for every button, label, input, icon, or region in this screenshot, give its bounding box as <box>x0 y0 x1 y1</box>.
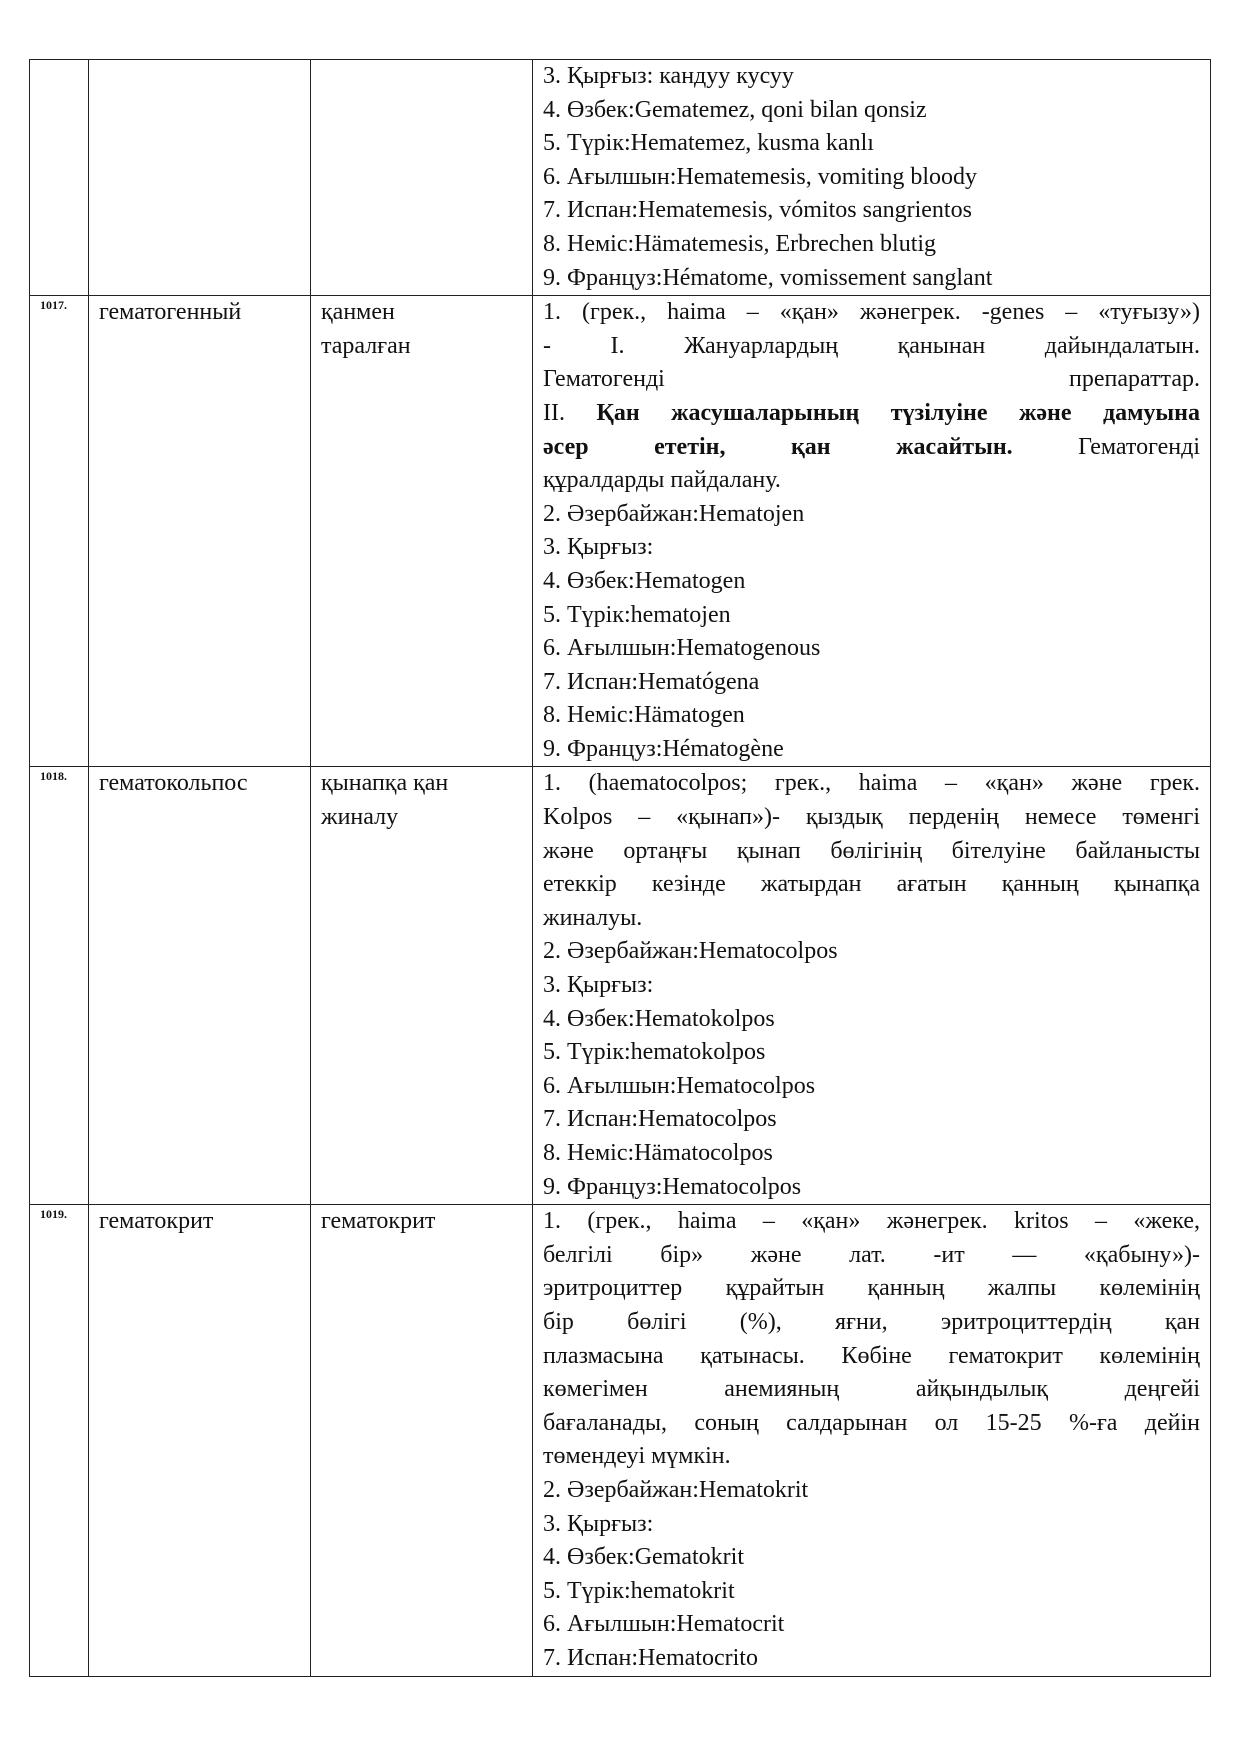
definition-text: 9. Француз:Hematocolpos <box>543 1173 802 1200</box>
definition <box>533 60 1211 296</box>
definition-line <box>543 531 1200 565</box>
definition-text: 6. Ағылшын:Hematemesis, vomiting bloody <box>543 163 978 190</box>
definition-line <box>543 1070 1200 1104</box>
definition-line <box>543 1306 1200 1340</box>
definition-line <box>543 599 1200 633</box>
dictionary-body <box>30 60 1211 1677</box>
definition-line <box>543 632 1200 666</box>
definition-text: 2. Әзербайжан:Hematocolpos <box>543 938 838 965</box>
definition-line <box>543 935 1200 969</box>
entry-row <box>30 767 1211 1205</box>
definition-line <box>543 1575 1200 1609</box>
kazakh-term <box>311 296 533 767</box>
definition-line <box>543 733 1200 767</box>
definition-line <box>543 1272 1200 1306</box>
definition-line <box>543 94 1200 128</box>
definition-text: жиналуы. <box>543 904 643 931</box>
kazakh-term <box>311 60 533 296</box>
definition-text: 8. Неміс:Hämatogen <box>543 702 745 729</box>
definition-text: II. <box>543 399 597 426</box>
definition-line <box>543 1508 1200 1542</box>
definition-text: 7. Испан:Hematocolpos <box>543 1106 777 1133</box>
definition-line <box>543 1608 1200 1642</box>
russian-term: гематокрит <box>89 1205 311 1676</box>
definition-text: 8. Неміс:Hämatemesis, Erbrechen blutig <box>543 230 937 257</box>
definition-text: 1. (грек., haima – «қан» жәнегрек. -genes – «туғызу») <box>543 299 1200 326</box>
definition <box>533 767 1211 1205</box>
definition-line <box>543 127 1200 161</box>
definition-text: 4. Өзбек:Gematemez, qoni bilan qonsiz <box>543 96 927 123</box>
definition-line <box>543 296 1200 330</box>
definition-text: Гематогенді препараттар. <box>543 366 1200 393</box>
entry-row <box>30 296 1211 767</box>
kazakh-term <box>311 1205 533 1676</box>
definition-line <box>543 868 1200 902</box>
definition-text: 5. Түрік:Hematemez, kusma kanlı <box>543 130 874 157</box>
definition-line <box>543 194 1200 228</box>
kazakh-term-line: жиналу <box>321 804 399 831</box>
definition-text-bold: әсер ететін, қан жасайтын. <box>543 433 1013 460</box>
entry-number <box>30 60 89 296</box>
definition-text: белгілі бір» және лат. -ит — «қабыну»)- <box>543 1241 1200 1268</box>
definition-line <box>543 969 1200 1003</box>
definition-line <box>543 262 1200 296</box>
definition-line <box>543 464 1200 498</box>
kazakh-term-line: таралған <box>321 332 411 359</box>
definition-text: 4. Өзбек:Gematokrit <box>543 1544 744 1571</box>
definition-text: 3. Қырғыз: кандуу кусуу <box>543 63 794 89</box>
definition-line <box>543 228 1200 262</box>
kazakh-term-line: қанмен <box>321 299 395 326</box>
definition <box>533 296 1211 767</box>
definition-line <box>543 699 1200 733</box>
definition-text: 5. Түрік:hematokolpos <box>543 1039 766 1066</box>
definition-text: 9. Француз:Hématogène <box>543 735 784 762</box>
dictionary-table <box>29 59 1211 1677</box>
definition-line <box>543 1407 1200 1441</box>
definition-line <box>543 801 1200 835</box>
definition-text: 6. Ағылшын:Hematogenous <box>543 635 821 662</box>
definition-text: бағаланады, соның салдарынан ол 15-25 %-ға дейін <box>543 1409 1200 1436</box>
definition-line <box>543 1171 1200 1205</box>
kazakh-term-line: гематокрит <box>321 1208 436 1235</box>
russian-term: гематокольпос <box>89 767 311 1205</box>
definition-line <box>543 1642 1200 1676</box>
definition-text: 3. Қырғыз: <box>543 972 654 999</box>
definition-line <box>543 1205 1200 1239</box>
russian-term: гематогенный <box>89 296 311 767</box>
definition-line <box>543 1340 1200 1374</box>
kazakh-term <box>311 767 533 1205</box>
definition-text-bold: Қан жасушаларының түзілуіне және дамуына <box>596 399 1200 426</box>
definition-text: 7. Испан:Hematocrito <box>543 1644 758 1671</box>
definition-text: 4. Өзбек:Hematogen <box>543 567 746 594</box>
definition-text: 6. Ағылшын:Hematocrit <box>543 1611 785 1638</box>
russian-term <box>89 60 311 296</box>
definition-text: 3. Қырғыз: <box>543 1510 654 1537</box>
definition-text: етеккір кезінде жатырдан ағатын қанның қынапқа <box>543 871 1200 898</box>
definition-text: Kolpos – «қынап»)- қыздық перденің немесе төменгі <box>543 804 1200 831</box>
definition-text: бір бөлігі (%), яғни, эритроциттердің қан <box>543 1308 1200 1335</box>
definition-line <box>543 1373 1200 1407</box>
entry-row <box>30 1205 1211 1676</box>
definition-text: 1. (haematocolpos; грек., haima – «қан» және грек. <box>543 770 1200 797</box>
definition-line <box>543 1003 1200 1037</box>
definition-text: 4. Өзбек:Hematokolpos <box>543 1005 775 1032</box>
definition-line <box>543 767 1200 801</box>
definition-line <box>543 835 1200 869</box>
definition-line <box>543 666 1200 700</box>
kazakh-term-line: қынапқа қан <box>321 770 449 797</box>
definition <box>533 1205 1211 1676</box>
definition-text: 9. Француз:Hématome, vomissement sanglant <box>543 264 993 291</box>
entry-row <box>30 60 1211 296</box>
definition-line <box>543 1474 1200 1508</box>
definition-text: эритроциттер құрайтын қанның жалпы көлемінің <box>543 1275 1200 1302</box>
definition-text: 7. Испан:Hematemesis, vómitos sangrientos <box>543 197 972 224</box>
definition-line <box>543 397 1200 431</box>
definition-text: 5. Түрік:hematokrit <box>543 1577 735 1604</box>
definition-text: 6. Ағылшын:Hematocolpos <box>543 1072 816 1099</box>
entry-number: 1019. <box>30 1205 89 1676</box>
definition-text: 8. Неміс:Hämatocolpos <box>543 1140 773 1166</box>
definition-text: 1. (грек., haima – «қан» жәнегрек. kritos – «жеке, <box>543 1208 1200 1235</box>
definition-line <box>543 1036 1200 1070</box>
definition-text: төмендеуі мүмкін. <box>543 1443 731 1470</box>
definition-line <box>543 161 1200 195</box>
definition-line <box>543 1440 1200 1474</box>
definition-line <box>543 431 1200 465</box>
definition-line <box>543 363 1200 397</box>
definition-line <box>543 1541 1200 1575</box>
entry-number: 1017. <box>30 296 89 767</box>
definition-text: көмегімен анемияның айқындылық деңгейі <box>543 1376 1200 1403</box>
definition-line <box>543 330 1200 364</box>
definition-text: 7. Испан:Hematógena <box>543 668 760 695</box>
definition-text: 5. Түрік:hematojen <box>543 601 731 628</box>
definition-text: 2. Әзербайжан:Hematojen <box>543 500 805 527</box>
definition-line <box>543 902 1200 936</box>
definition-line <box>543 1239 1200 1273</box>
entry-number: 1018. <box>30 767 89 1205</box>
definition-text: - I. Жануарлардың қанынан дайындалатын. <box>543 332 1200 359</box>
definition-text: 3. Қырғыз: <box>543 534 654 561</box>
definition-text: 2. Әзербайжан:Hematokrit <box>543 1476 809 1503</box>
definition-line <box>543 1137 1200 1171</box>
definition-line <box>543 1103 1200 1137</box>
definition-text: плазмасына қатынасы. Көбіне гематокрит көлемінің <box>543 1342 1200 1369</box>
definition-text: құралдарды пайдалану. <box>543 467 781 494</box>
definition-line <box>543 498 1200 532</box>
definition-text: Гематогенді <box>1012 433 1200 460</box>
definition-line <box>543 565 1200 599</box>
definition-text: және ортаңғы қынап бөлігінің бітелуіне байланысты <box>543 837 1200 864</box>
definition-line <box>543 60 1200 94</box>
